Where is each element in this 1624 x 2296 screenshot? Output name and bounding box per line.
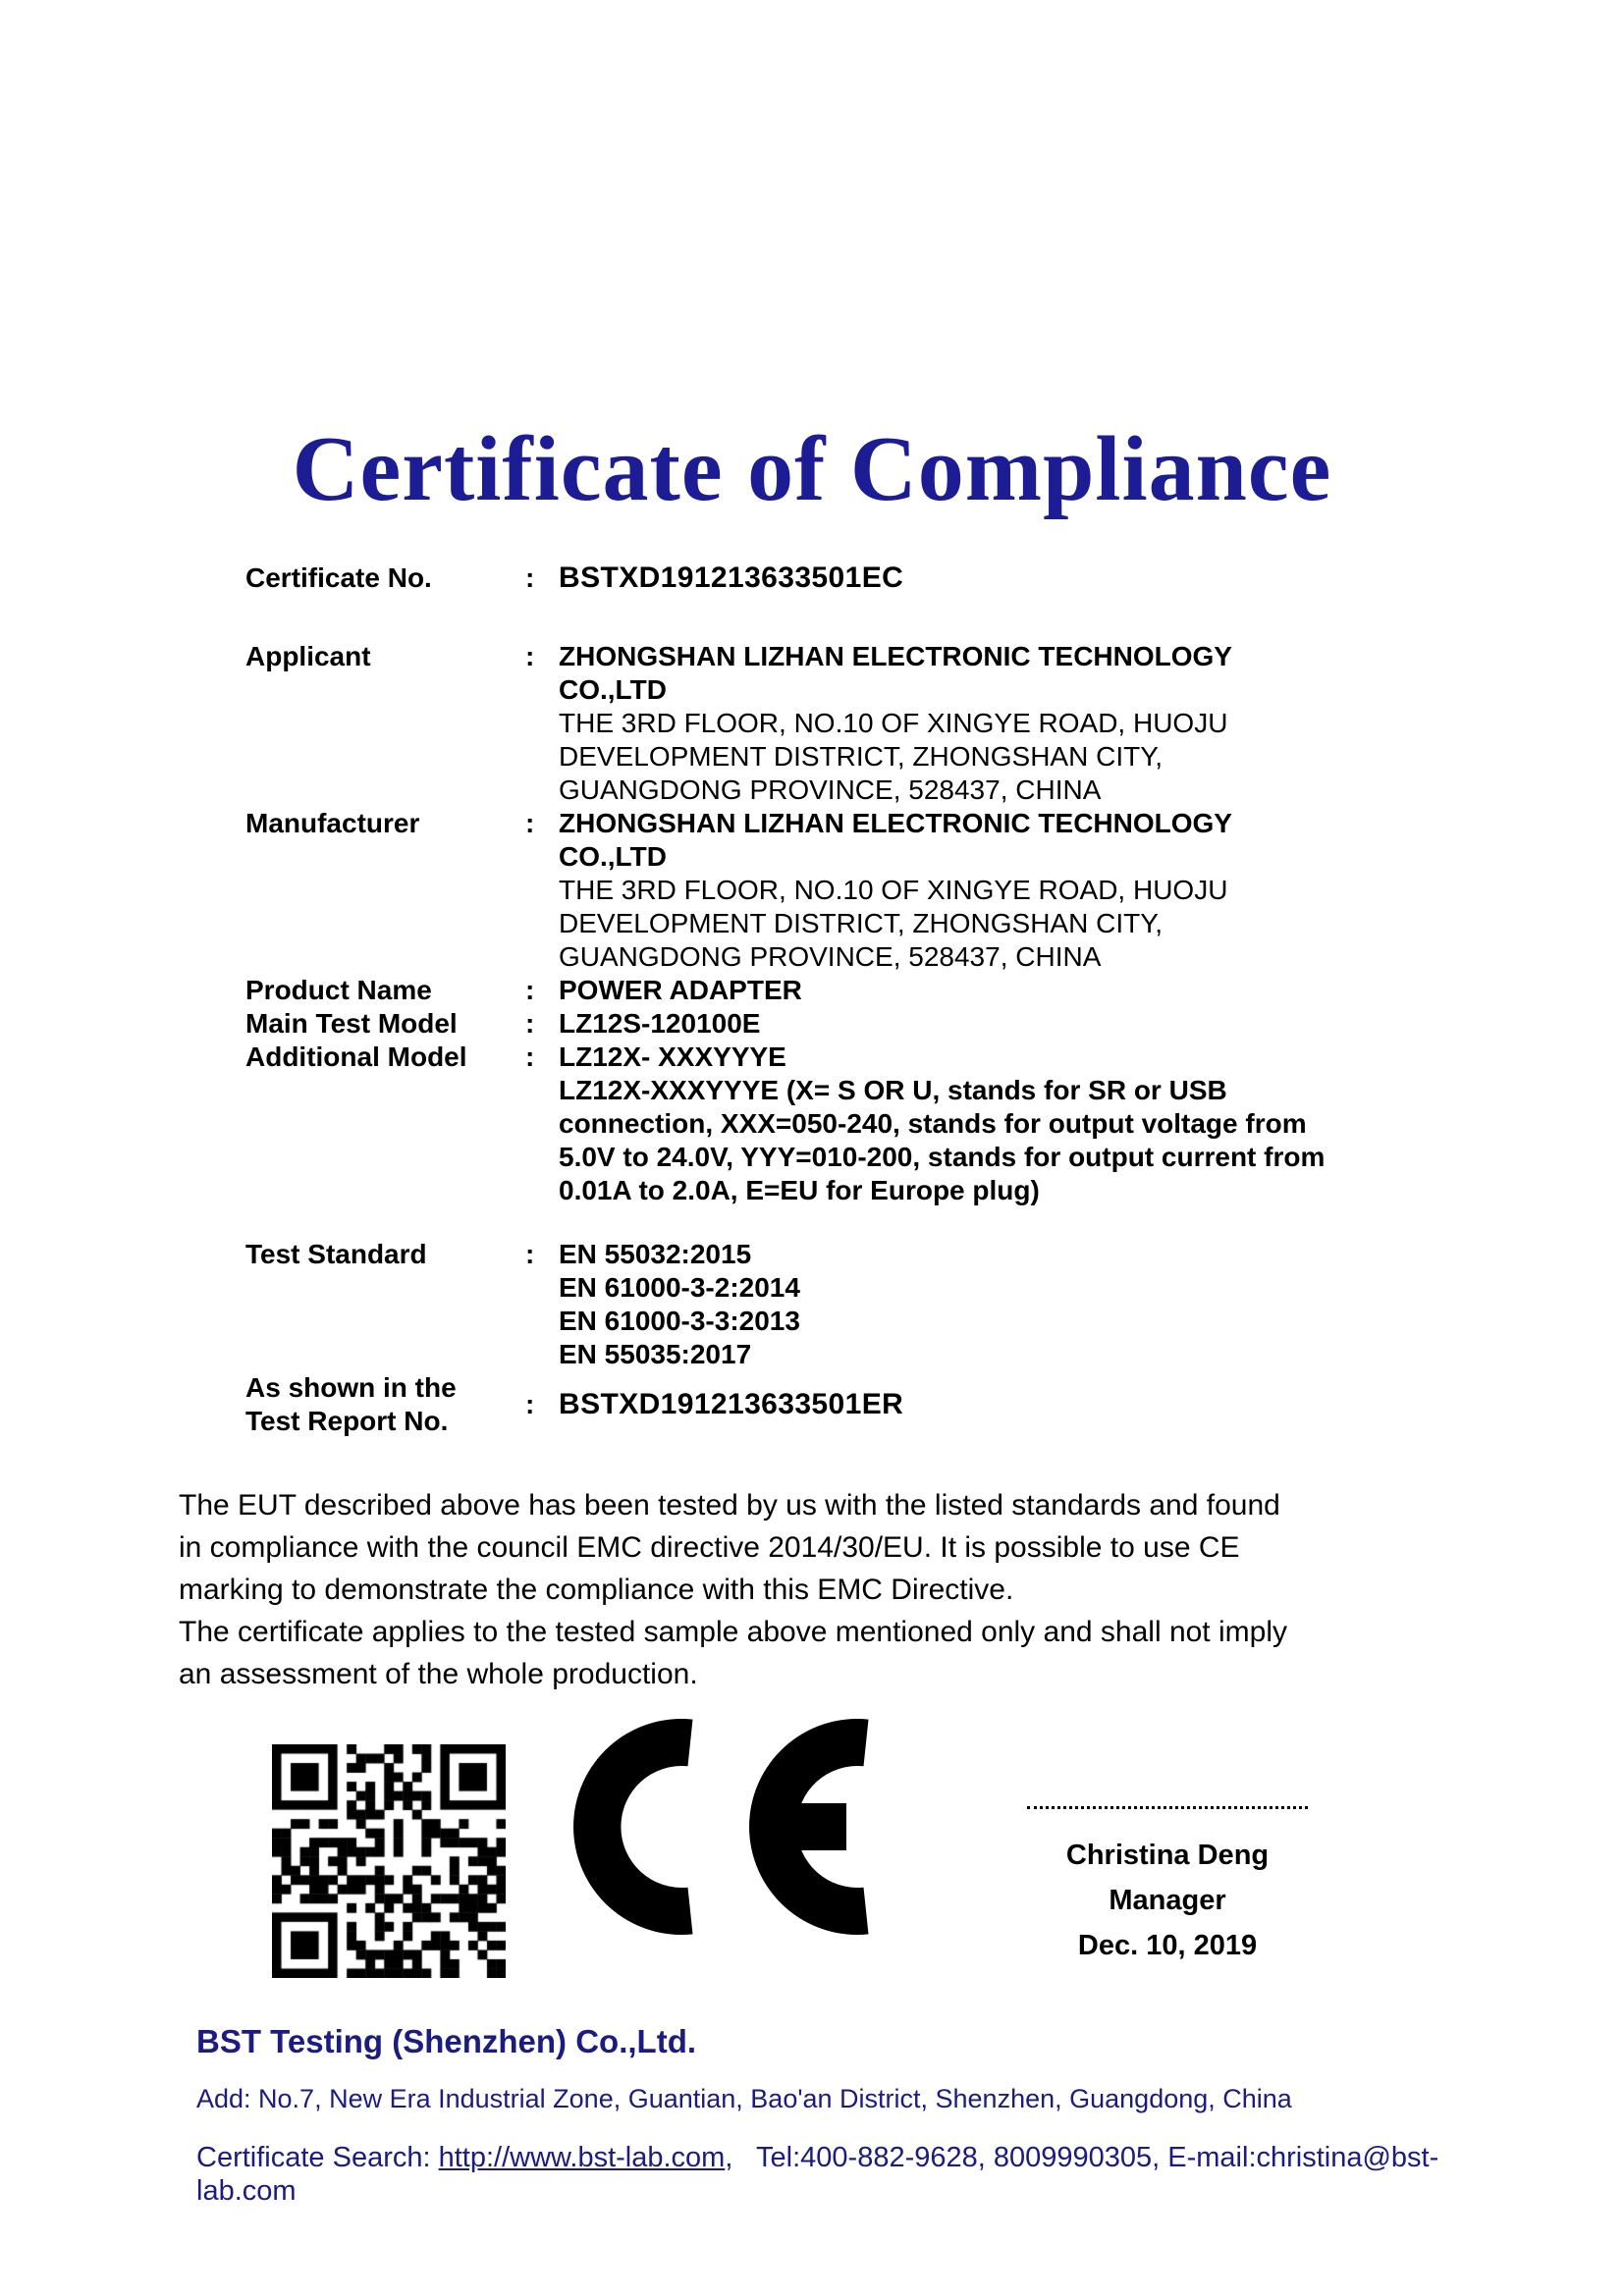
certificate-search-link[interactable]: http://www.bst-lab.com: [438, 2142, 726, 2173]
footer: [196, 2022, 1473, 2208]
qr-code: [272, 1744, 506, 1978]
detail-value: EN 55032:2015 EN 61000-3-2:2014 EN 61000-3-3:2013 EN 55035:2017: [559, 1239, 800, 1369]
detail-colon: :: [525, 975, 535, 1005]
lab-company-name: BST Testing (Shenzhen) Co.,Ltd.: [196, 2023, 697, 2059]
detail-label: Test Standard: [245, 1239, 427, 1269]
certificate-search-line: [196, 2141, 1473, 2208]
detail-row-test-standard: [245, 1238, 1443, 1371]
detail-colon: :: [525, 1389, 535, 1419]
detail-label: Main Test Model: [245, 1008, 458, 1039]
detail-colon: :: [525, 808, 535, 838]
detail-label: Product Name: [245, 975, 432, 1005]
certificate-details: [245, 561, 1443, 1438]
detail-value: ZHONGSHAN LIZHAN ELECTRONIC TECHNOLOGY CO.,LTD THE 3RD FLOOR, NO.10 OF XINGYE ROAD, HUOJU DEVELOPMENT DISTRICT, ZHONGSHAN CITY, GUANGDONG PROVINCE, 528437, CHINA: [559, 808, 1232, 972]
detail-row-test-report-no: [245, 1371, 1443, 1438]
detail-colon: :: [525, 562, 535, 593]
certificate-title: Certificate of Compliance: [292, 418, 1332, 520]
detail-row-product-name: [245, 974, 1443, 1007]
detail-colon: :: [525, 1041, 535, 1072]
ce-letter-c: [573, 1719, 692, 1935]
detail-label: As shown in the Test Report No.: [245, 1372, 457, 1436]
detail-label: Manufacturer: [245, 808, 420, 838]
signature-block: [1027, 1806, 1308, 1968]
detail-label: Additional Model: [245, 1041, 467, 1072]
detail-row-main-test-model: [245, 1007, 1443, 1041]
detail-colon: :: [525, 1239, 535, 1269]
certificate-search-label: Certificate Search:: [196, 2142, 439, 2173]
detail-value: LZ12X- XXXYYYE LZ12X-XXXYYYE (X= S OR U, stands for SR or USB connection, XXX=050-240, stands for output voltage from 5.0V to 24.0V, YYY=010-200, stands for output current from 0.01A to 2.0A, E=EU for Europe plug): [559, 1041, 1326, 1205]
statement-paragraph: The EUT described above has been tested by us with the listed standards and found in compliance with the council EMC directive 2014/30/EU. It is possible to use CE marking to demonstrate the compliance with this EMC Directive. The certificate applies to the tested sample above mentioned only and shall not imply an assessment of the whole production.: [179, 1489, 1287, 1690]
detail-value: BSTXD191213633501EC: [559, 561, 904, 594]
lab-address: Add: No.7, New Era Industrial Zone, Guantian, Bao'an District, Shenzhen, Guangdong, China: [196, 2084, 1292, 2113]
signer-name: Christina Deng: [1065, 1840, 1270, 1871]
detail-label: Applicant: [245, 641, 371, 671]
detail-value: BSTXD191213633501ER: [559, 1388, 904, 1420]
detail-colon: :: [525, 641, 535, 671]
detail-row-applicant: [245, 640, 1443, 807]
detail-row-additional-model: [245, 1041, 1443, 1207]
ce-letter-e: [749, 1719, 868, 1935]
signature-date: Dec. 10, 2019: [1077, 1930, 1258, 1961]
detail-label: Certificate No.: [245, 562, 432, 593]
detail-value: ZHONGSHAN LIZHAN ELECTRONIC TECHNOLOGY CO.,LTD THE 3RD FLOOR, NO.10 OF XINGYE ROAD, HUOJU DEVELOPMENT DISTRICT, ZHONGSHAN CITY, GUANGDONG PROVINCE, 528437, CHINA: [559, 641, 1232, 805]
signature-dotted-line: [1027, 1806, 1308, 1809]
detail-row-certificate-no: [245, 561, 1443, 595]
signer-title: Manager: [1109, 1885, 1226, 1916]
ce-mark-logo: [572, 1718, 965, 1936]
detail-colon: :: [525, 1008, 535, 1039]
contact-info: , Tel:400-882-9628, 8009990305, E-mail:christina@bst-lab.com: [196, 2142, 1439, 2207]
detail-row-manufacturer: [245, 807, 1443, 974]
detail-value: LZ12S-120100E: [559, 1008, 761, 1039]
detail-value: POWER ADAPTER: [559, 975, 802, 1005]
